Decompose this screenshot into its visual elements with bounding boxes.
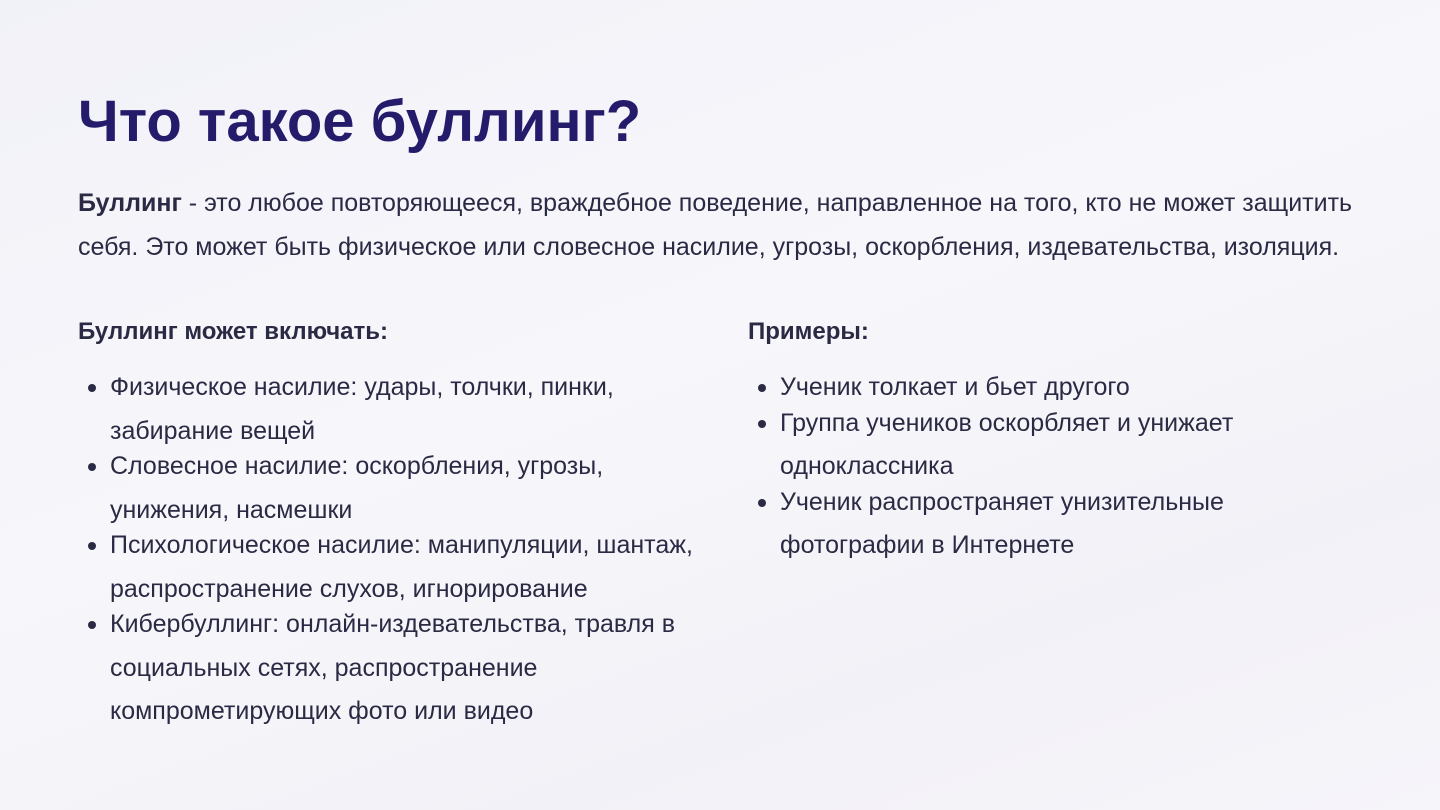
list-item-text: Ученик толкает и бьет другого bbox=[780, 373, 1130, 401]
bullet-dot-icon bbox=[88, 621, 96, 629]
examples-heading: Примеры: bbox=[748, 318, 869, 345]
list-item bbox=[748, 402, 1340, 489]
bullet-dot-icon bbox=[88, 542, 96, 550]
definition-term: Буллинг bbox=[78, 189, 182, 217]
includes-list bbox=[78, 366, 698, 726]
bullet-dot-icon bbox=[88, 384, 96, 392]
bullet-dot-icon bbox=[88, 463, 96, 471]
list-item bbox=[78, 524, 698, 611]
list-item-text: Физическое насилие: удары, толчки, пинки, забирание вещей bbox=[110, 373, 614, 445]
list-item bbox=[78, 366, 698, 453]
bullet-dot-icon bbox=[758, 384, 766, 392]
definition-text: - это любое повторяющееся, враждебное поведение, направленное на того, кто не может защитить себя. Это может быть физическое или словесное насилие, угрозы, оскорбления, издевательства, изоляция. bbox=[78, 189, 1353, 261]
slide-title: Что такое буллинг? bbox=[78, 89, 642, 154]
bullet-dot-icon bbox=[758, 499, 766, 507]
list-item-text: Кибербуллинг: онлайн-издевательства, травля в социальных сетях, распространение компрометирующих фото или видео bbox=[110, 610, 675, 725]
examples-list bbox=[748, 366, 1340, 560]
list-item-text: Ученик распространяет унизительные фотографии в Интернете bbox=[780, 487, 1224, 559]
list-item bbox=[78, 603, 698, 734]
list-item-text: Психологическое насилие: манипуляции, шантаж, распространение слухов, игнорирование bbox=[110, 531, 693, 603]
examples-column bbox=[748, 314, 1368, 559]
includes-heading: Буллинг может включать: bbox=[78, 318, 388, 345]
list-item bbox=[748, 481, 1340, 568]
list-item bbox=[78, 445, 698, 532]
bullet-dot-icon bbox=[758, 420, 766, 428]
list-item-text: Группа учеников оскорбляет и унижает одноклассника bbox=[780, 408, 1234, 480]
includes-column bbox=[78, 314, 718, 725]
list-item-text: Словесное насилие: оскорбления, угрозы, унижения, насмешки bbox=[110, 452, 604, 524]
definition-paragraph bbox=[78, 182, 1368, 269]
